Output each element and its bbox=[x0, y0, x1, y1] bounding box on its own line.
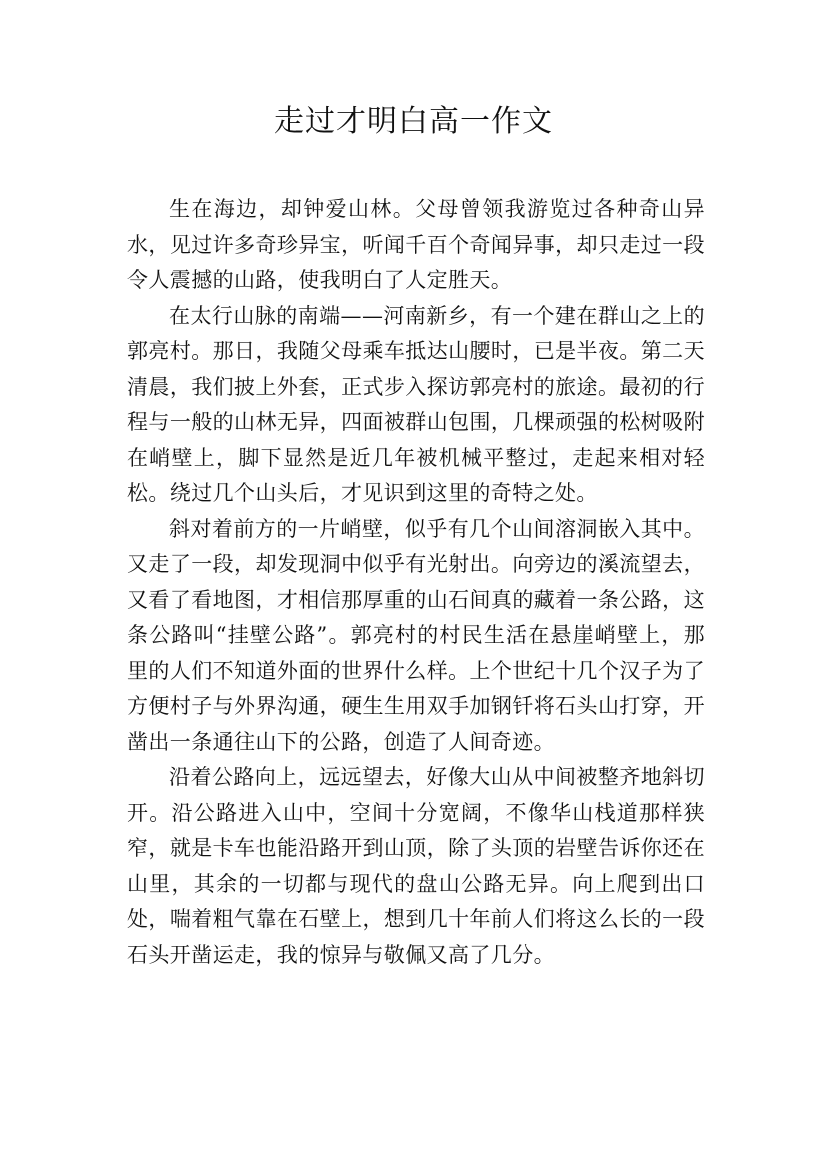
paragraph: 斜对着前方的一片峭壁，似乎有几个山间溶洞嵌入其中。又走了一段，却发现洞中似乎有光射出。向旁边的溪流望去，又看了看地图，才相信那厚重的山石间真的藏着一条公路，这条公路叫“挂壁公路”。郭亮村的村民生活在悬崖峭壁上，那里的人们不知道外面的世界什么样。上个世纪十几个汉子为了方便村子与外界沟通，硬生生用双手加钢钎将石头山打穿，开凿出一条通往山下的公路，创造了人间奇迹。 bbox=[127, 516, 705, 754]
document-body bbox=[127, 192, 705, 973]
paragraph: 沿着公路向上，远远望去，好像大山从中间被整齐地斜切开。沿公路进入山中，空间十分宽阔，不像华山栈道那样狭窄，就是卡车也能沿路开到山顶，除了头顶的岩壁告诉你还在山里，其余的一切都与现代的盘山公路无异。向上爬到出口处，喘着粗气靠在石壁上，想到几十年前人们将这么长的一段石头开凿运走，我的惊异与敬佩又高了几分。 bbox=[127, 765, 705, 967]
document-title: 走过才明白高一作文 bbox=[274, 104, 553, 139]
paragraph: 生在海边，却钟爱山林。父母曾领我游览过各种奇山异水，见过许多奇珍异宝，听闻千百个奇闻异事，却只走过一段令人震撼的山路，使我明白了人定胜天。 bbox=[127, 197, 705, 292]
paragraph: 在太行山脉的南端——河南新乡，有一个建在群山之上的郭亮村。那日，我随父母乘车抵达山腰时，已是半夜。第二天清晨，我们披上外套，正式步入探访郭亮村的旅途。最初的行程与一般的山林无异，四面被群山包围，几棵顽强的松树吸附在峭壁上，脚下显然是近几年被机械平整过，走起来相对轻松。绕过几个山头后，才见识到这里的奇特之处。 bbox=[127, 303, 705, 505]
